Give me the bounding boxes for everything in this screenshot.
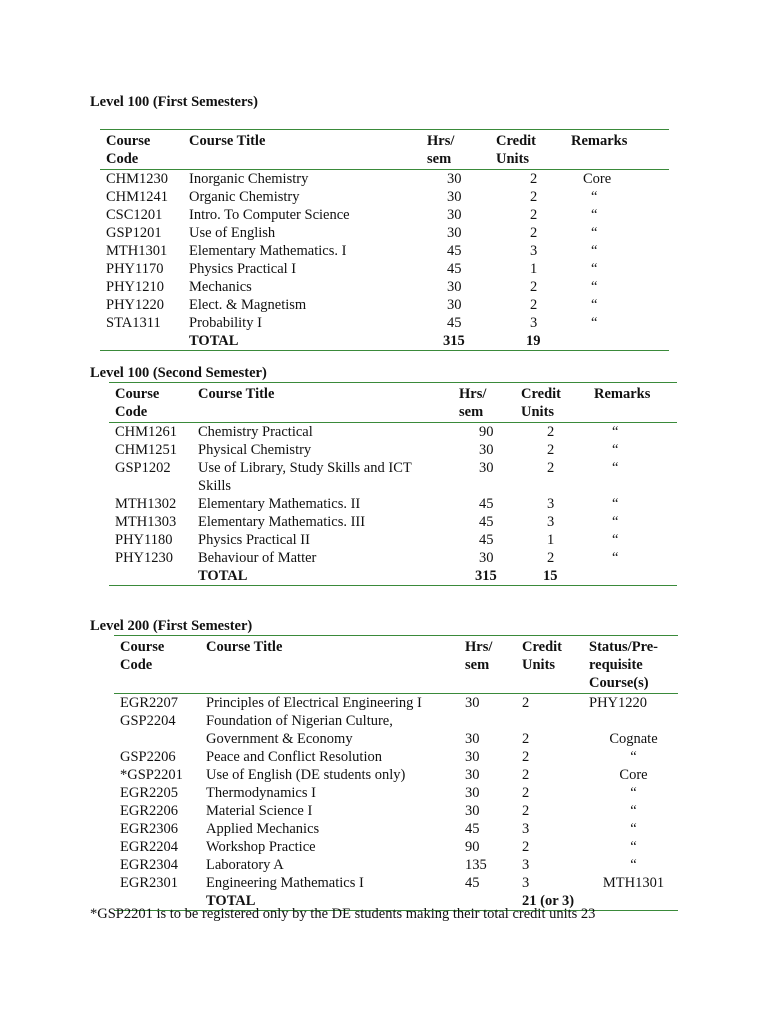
hrs-sem: 30	[465, 785, 480, 801]
remarks: Cognate	[609, 731, 658, 747]
course-title: Physics Practical II	[198, 532, 310, 548]
header-course-code: Course Code	[106, 133, 151, 167]
remarks: “	[591, 207, 598, 223]
hrs-sem: 30	[447, 171, 462, 187]
remarks: “	[612, 532, 619, 548]
course-title: Elementary Mathematics. I	[189, 243, 347, 259]
table-header-row	[100, 130, 669, 170]
credit-units: 3	[530, 315, 538, 331]
remarks: MTH1301	[602, 875, 665, 891]
course-table-level100-second	[109, 382, 677, 586]
course-code: EGR2301	[120, 875, 178, 891]
course-title: Physical Chemistry	[198, 442, 312, 458]
course-title: Use of Library, Study Skills and ICT Skills	[198, 460, 412, 494]
course-title: Elementary Mathematics. III	[198, 514, 366, 530]
hrs-sem: 45	[479, 496, 494, 512]
remarks: “	[612, 514, 619, 530]
header-credit-units: Credit Units	[522, 639, 563, 673]
hrs-sem: 30	[465, 749, 480, 765]
credit-units: 2	[530, 297, 538, 313]
table-row	[114, 694, 678, 713]
remarks: Core	[583, 171, 612, 187]
hrs-sem: 30	[479, 550, 494, 566]
hrs-sem: 30	[447, 297, 462, 313]
course-title: Behaviour of Matter	[198, 550, 317, 566]
course-code: PHY1210	[106, 279, 165, 295]
table-row	[114, 748, 678, 766]
table-row	[109, 495, 677, 513]
remarks: PHY1220	[589, 695, 648, 711]
table-row	[114, 838, 678, 856]
credit-units: 2	[522, 695, 530, 711]
credit-units: 1	[530, 261, 538, 277]
total-row	[109, 567, 677, 586]
table-row	[114, 856, 678, 874]
hrs-sem: 30	[465, 803, 480, 819]
course-table-level100-first	[100, 129, 669, 351]
hrs-sem: 45	[479, 514, 494, 530]
table-row	[109, 423, 677, 442]
hrs-sem: 45	[479, 532, 494, 548]
credit-units: 2	[522, 767, 530, 783]
header-remarks: Status/Pre- requisite Course(s)	[589, 639, 659, 691]
course-title: Laboratory A	[206, 857, 284, 873]
credit-units: 2	[530, 279, 538, 295]
total-label: TOTAL	[189, 333, 239, 349]
course-code: CHM1251	[115, 442, 178, 458]
credit-units: 3	[522, 857, 530, 873]
credit-units: 3	[522, 821, 530, 837]
table-row	[114, 712, 678, 748]
table-row	[100, 314, 669, 332]
header-course-title: Course Title	[198, 386, 275, 402]
course-code: CHM1230	[106, 171, 169, 187]
course-code: PHY1180	[115, 532, 173, 548]
total-row	[100, 332, 669, 351]
credit-units: 2	[547, 424, 555, 440]
credit-units: 1	[547, 532, 555, 548]
table-row	[100, 188, 669, 206]
hrs-sem: 45	[465, 875, 480, 891]
table-row	[109, 459, 677, 495]
total-units: 21 (or 3)	[522, 893, 575, 909]
section-heading: Level 100 (First Semesters)	[90, 94, 258, 110]
course-title: Elementary Mathematics. II	[198, 496, 361, 512]
course-code: MTH1302	[115, 496, 177, 512]
header-hrs-sem: Hrs/ sem	[427, 133, 455, 167]
course-title: Intro. To Computer Science	[189, 207, 350, 223]
hrs-sem: 30	[479, 460, 494, 476]
remarks: “	[630, 821, 637, 837]
credit-units: 3	[530, 243, 538, 259]
table-row	[114, 874, 678, 892]
course-code: CHM1261	[115, 424, 178, 440]
table-header-row	[109, 383, 677, 423]
remarks: “	[591, 315, 598, 331]
course-title: Principles of Electrical Engineering I	[206, 695, 422, 711]
total-label: TOTAL	[206, 893, 256, 909]
course-title: Material Science I	[206, 803, 313, 819]
remarks: “	[612, 496, 619, 512]
course-code: *GSP2201	[120, 767, 183, 783]
footnote: *GSP2201 is to be registered only by the DE students making their total credit units 23	[90, 906, 596, 922]
course-title: Thermodynamics I	[206, 785, 316, 801]
table-row	[100, 278, 669, 296]
course-code: STA1311	[106, 315, 161, 331]
hrs-sem: 30	[447, 225, 462, 241]
header-course-title: Course Title	[206, 639, 283, 655]
course-title: Elect. & Magnetism	[189, 297, 307, 313]
total-label: TOTAL	[198, 568, 248, 584]
remarks: “	[591, 225, 598, 241]
hrs-sem: 90	[479, 424, 494, 440]
hrs-sem: 30	[465, 731, 480, 747]
course-code: CHM1241	[106, 189, 169, 205]
hrs-sem: 30	[465, 767, 480, 783]
table-row	[100, 260, 669, 278]
remarks: “	[591, 297, 598, 313]
course-title: Chemistry Practical	[198, 424, 313, 440]
remarks: “	[630, 839, 637, 855]
course-code: EGR2206	[120, 803, 178, 819]
course-title: Use of English (DE students only)	[206, 767, 406, 783]
course-code: EGR2205	[120, 785, 178, 801]
header-hrs-sem: Hrs/ sem	[459, 386, 487, 420]
section-heading: Level 200 (First Semester)	[90, 618, 253, 634]
course-title: Inorganic Chemistry	[189, 171, 309, 187]
remarks: “	[612, 442, 619, 458]
credit-units: 3	[547, 514, 555, 530]
course-title: Probability I	[189, 315, 262, 331]
credit-units: 2	[522, 785, 530, 801]
course-code: MTH1303	[115, 514, 177, 530]
course-title: Foundation of Nigerian Culture, Government & Economy	[206, 713, 393, 747]
table-row	[114, 766, 678, 784]
credit-units: 2	[547, 442, 555, 458]
course-title: Workshop Practice	[206, 839, 316, 855]
remarks: “	[630, 857, 637, 873]
remarks: “	[612, 460, 619, 476]
table-row	[109, 513, 677, 531]
course-title: Use of English	[189, 225, 276, 241]
course-table-level200-first	[114, 635, 678, 911]
credit-units: 2	[522, 839, 530, 855]
remarks: “	[591, 189, 598, 205]
remarks: Core	[619, 767, 648, 783]
remarks: “	[612, 424, 619, 440]
header-course-code: Course Code	[120, 639, 165, 673]
remarks: “	[591, 261, 598, 277]
course-code: EGR2204	[120, 839, 178, 855]
total-hrs: 315	[475, 568, 497, 584]
table-row	[109, 549, 677, 567]
course-code: EGR2207	[120, 695, 178, 711]
course-code: CSC1201	[106, 207, 163, 223]
hrs-sem: 90	[465, 839, 480, 855]
table-row	[109, 531, 677, 549]
credit-units: 2	[530, 225, 538, 241]
header-remarks: Remarks	[571, 133, 628, 149]
course-code: EGR2304	[120, 857, 178, 873]
course-code: PHY1220	[106, 297, 165, 313]
header-credit-units: Credit Units	[496, 133, 537, 167]
remarks: “	[591, 243, 598, 259]
credit-units: 2	[547, 550, 555, 566]
credit-units: 2	[522, 803, 530, 819]
table-row	[100, 224, 669, 242]
total-units: 19	[526, 333, 541, 349]
header-remarks: Remarks	[594, 386, 651, 402]
course-code: GSP1201	[106, 225, 162, 241]
table-row	[114, 802, 678, 820]
table-row	[109, 441, 677, 459]
section-heading: Level 100 (Second Semester)	[90, 365, 267, 381]
course-code: GSP1202	[115, 460, 171, 476]
table-row	[100, 170, 669, 189]
header-course-code: Course Code	[115, 386, 160, 420]
course-code: EGR2306	[120, 821, 178, 837]
remarks: “	[630, 749, 637, 765]
credit-units: 2	[530, 189, 538, 205]
hrs-sem: 45	[465, 821, 480, 837]
credit-units: 2	[522, 749, 530, 765]
table-row	[114, 784, 678, 802]
table-header-row	[114, 636, 678, 694]
remarks: “	[630, 803, 637, 819]
hrs-sem: 30	[447, 207, 462, 223]
credit-units: 2	[522, 731, 530, 747]
remarks: “	[612, 550, 619, 566]
course-title: Mechanics	[189, 279, 252, 295]
hrs-sem: 30	[447, 189, 462, 205]
course-title: Organic Chemistry	[189, 189, 300, 205]
remarks: “	[591, 279, 598, 295]
hrs-sem: 30	[447, 279, 462, 295]
credit-units: 2	[547, 460, 555, 476]
total-units: 15	[543, 568, 558, 584]
credit-units: 2	[530, 207, 538, 223]
course-code: PHY1230	[115, 550, 174, 566]
course-code: GSP2206	[120, 749, 176, 765]
table-row	[100, 206, 669, 224]
course-title: Applied Mechanics	[206, 821, 320, 837]
table-row	[100, 242, 669, 260]
course-code: PHY1170	[106, 261, 164, 277]
course-title: Physics Practical I	[189, 261, 297, 277]
credit-units: 3	[547, 496, 555, 512]
remarks: “	[630, 785, 637, 801]
hrs-sem: 135	[465, 857, 487, 873]
header-credit-units: Credit Units	[521, 386, 562, 420]
course-code: GSP2204	[120, 713, 176, 729]
table-row	[100, 296, 669, 314]
hrs-sem: 45	[447, 261, 462, 277]
credit-units: 2	[530, 171, 538, 187]
course-title: Engineering Mathematics I	[206, 875, 364, 891]
header-course-title: Course Title	[189, 133, 266, 149]
hrs-sem: 30	[465, 695, 480, 711]
course-title: Peace and Conflict Resolution	[206, 749, 382, 765]
credit-units: 3	[522, 875, 530, 891]
hrs-sem: 30	[479, 442, 494, 458]
total-hrs: 315	[443, 333, 465, 349]
header-hrs-sem: Hrs/ sem	[465, 639, 493, 673]
course-code: MTH1301	[106, 243, 168, 259]
table-row	[114, 820, 678, 838]
hrs-sem: 45	[447, 315, 462, 331]
hrs-sem: 45	[447, 243, 462, 259]
